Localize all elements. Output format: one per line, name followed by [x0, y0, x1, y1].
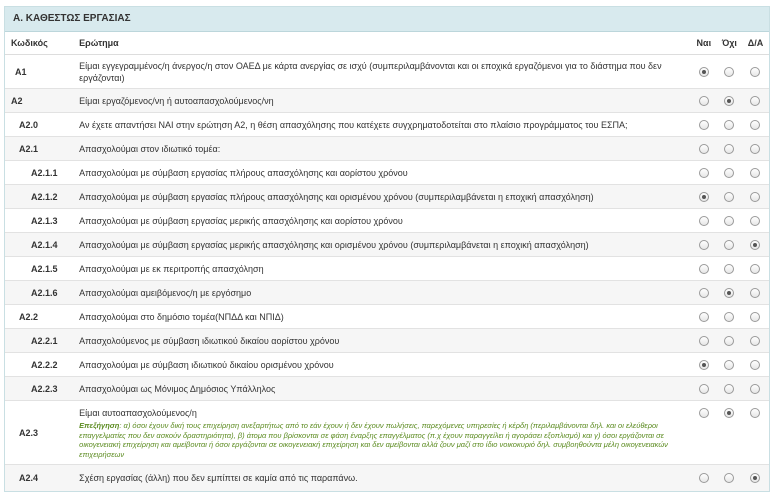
explanation-label: Επεξήγηση [79, 421, 120, 430]
question-cell [73, 233, 691, 257]
table-row [5, 305, 769, 329]
question-cell [73, 113, 691, 137]
question-cell [73, 305, 691, 329]
radio-yes[interactable] [699, 264, 709, 274]
radio-no[interactable] [724, 312, 734, 322]
radio-na[interactable] [750, 312, 760, 322]
question-cell [73, 209, 691, 233]
question-cell [73, 329, 691, 353]
question-cell [73, 55, 691, 89]
option-cell-na [742, 89, 769, 113]
radio-yes[interactable] [699, 120, 709, 130]
question-text: Απασχολούμαι με σύμβαση εργασίας μερικής απασχόλησης και αορίστου χρόνου [79, 215, 403, 226]
radio-yes[interactable] [699, 240, 709, 250]
option-cell-na [742, 185, 769, 209]
radio-na[interactable] [750, 336, 760, 346]
table-header-row [5, 32, 769, 55]
option-cell-na [742, 353, 769, 377]
radio-yes[interactable] [699, 216, 709, 226]
option-cell-na [742, 233, 769, 257]
option-cell-no [717, 377, 742, 401]
table-row [5, 401, 769, 465]
radio-na[interactable] [750, 144, 760, 154]
question-text: Απασχολούμαι με σύμβαση εργασίας πλήρους απασχόλησης και ορισμένου χρόνου (συμπεριλαμβάνεται η εποχική απασχόληση) [79, 191, 594, 202]
question-text: Απασχολούμαι με σύμβαση ιδιωτικού δικαίου ορισμένου χρόνου [79, 359, 334, 370]
question-code: A2.1 [5, 137, 73, 161]
question-code: A2.4 [5, 465, 73, 491]
question-code: A2.2.1 [5, 329, 73, 353]
table-row [5, 377, 769, 401]
question-text: Απασχολούμαι με σύμβαση εργασίας μερικής απασχόλησης και ορισμένου χρόνου (συμπεριλαμβάνεται η εποχική απασχόληση) [79, 239, 589, 250]
question-code: A2.2.3 [5, 377, 73, 401]
table-row [5, 465, 769, 491]
question-cell [73, 281, 691, 305]
col-code: Κωδικός [5, 32, 73, 55]
question-code: A2.1.2 [5, 185, 73, 209]
question-text: Σχέση εργασίας (άλλη) που δεν εμπίπτει σε καμία από τις παραπάνω. [79, 472, 358, 483]
option-cell-yes [691, 209, 717, 233]
question-text: Είμαι αυτοαπασχολούμενος/η [79, 408, 197, 418]
question-code: A2.1.3 [5, 209, 73, 233]
option-cell-na [742, 55, 769, 89]
question-text: Απασχολούμαι ως Μόνιμος Δημόσιος Υπάλληλος [79, 383, 276, 394]
table-row [5, 281, 769, 305]
section-title: Α. ΚΑΘΕΣΤΩΣ ΕΡΓΑΣΙΑΣ [5, 7, 769, 32]
radio-yes[interactable] [699, 360, 709, 370]
option-cell-no [717, 161, 742, 185]
option-cell-no [717, 465, 742, 491]
option-cell-yes [691, 281, 717, 305]
table-row [5, 137, 769, 161]
table-row [5, 89, 769, 113]
explanation-note [79, 421, 685, 459]
radio-na[interactable] [750, 240, 760, 250]
radio-na[interactable] [750, 288, 760, 298]
question-cell [73, 401, 691, 465]
option-cell-no [717, 209, 742, 233]
radio-na[interactable] [750, 120, 760, 130]
option-cell-yes [691, 377, 717, 401]
radio-yes[interactable] [699, 473, 709, 483]
radio-yes[interactable] [699, 192, 709, 202]
question-code: A2.1.4 [5, 233, 73, 257]
table-row [5, 209, 769, 233]
option-cell-no [717, 89, 742, 113]
option-cell-yes [691, 233, 717, 257]
option-cell-yes [691, 465, 717, 491]
option-cell-no [717, 305, 742, 329]
question-text: Απασχολούμαι στο δημόσιο τομέα(ΝΠΔΔ και ΝΠΙΔ) [79, 311, 284, 322]
table-row [5, 55, 769, 89]
radio-na[interactable] [750, 384, 760, 394]
option-cell-na [742, 113, 769, 137]
table-row [5, 257, 769, 281]
question-cell [73, 161, 691, 185]
table-row [5, 329, 769, 353]
question-text: Απασχολούμαι στον ιδιωτικό τομέα: [79, 143, 221, 154]
option-cell-na [742, 329, 769, 353]
work-status-panel [4, 6, 770, 492]
option-cell-no [717, 233, 742, 257]
table-row [5, 161, 769, 185]
question-cell [73, 353, 691, 377]
option-cell-yes [691, 353, 717, 377]
radio-no[interactable] [724, 264, 734, 274]
radio-na[interactable] [750, 473, 760, 483]
question-cell [73, 185, 691, 209]
radio-na[interactable] [750, 408, 760, 418]
question-code: A2.1.5 [5, 257, 73, 281]
radio-no[interactable] [724, 192, 734, 202]
radio-yes[interactable] [699, 312, 709, 322]
radio-no[interactable] [724, 168, 734, 178]
col-yes: Ναι [691, 32, 717, 55]
option-cell-na [742, 209, 769, 233]
table-row [5, 185, 769, 209]
option-cell-yes [691, 257, 717, 281]
radio-no[interactable] [724, 473, 734, 483]
option-cell-yes [691, 185, 717, 209]
question-code: A2.1.1 [5, 161, 73, 185]
table-row [5, 353, 769, 377]
question-code: A1 [5, 55, 73, 89]
question-code: A2.1.6 [5, 281, 73, 305]
option-cell-na [742, 377, 769, 401]
radio-no[interactable] [724, 120, 734, 130]
radio-yes[interactable] [699, 168, 709, 178]
option-cell-no [717, 185, 742, 209]
explanation-text: : α) όσοι έχουν δική τους επιχείρηση ανεξαρτήτως από το εάν έχουν ή δεν έχουν πωλήσεις, παρεχόμενες υπηρεσίες ή κέρδη (περιλαμβάνονται δηλ. και οι ελεύθεροι επαγγελματίες που δεν ασκούν δραστηριότητα), β) άτομα που βρίσκονται σε φάση έναρξης επαγγέλματος (π.χ έχουν παραγγείλει ή αγοράσει εξοπλισμό) και γ) όσοι εργάζονται σε οικογενειακή επιχείρηση και αμείβονται ή όσοι εργάζονται σε οικογενειακή επιχείρηση και δεν αμείβονται αλλά ζουν μαζί στο ίδιο νοικοκυριό δηλ. συμβοηθούντα μέλη οικογενειακών επιχειρήσεων [79, 421, 668, 459]
option-cell-no [717, 281, 742, 305]
option-cell-yes [691, 55, 717, 89]
radio-na[interactable] [750, 264, 760, 274]
radio-yes[interactable] [699, 67, 709, 77]
radio-no[interactable] [724, 408, 734, 418]
radio-no[interactable] [724, 144, 734, 154]
question-cell [73, 137, 691, 161]
option-cell-no [717, 113, 742, 137]
option-cell-yes [691, 113, 717, 137]
option-cell-na [742, 137, 769, 161]
option-cell-na [742, 281, 769, 305]
radio-no[interactable] [724, 216, 734, 226]
question-text: Είμαι εγγεγραμμένος/η άνεργος/η στον ΟΑΕΔ με κάρτα ανεργίας σε ισχύ (συμπεριλαμβάνονται και οι εποχικά εργαζόμενοι για το διάστημα που δεν εργάζονται) [79, 60, 662, 83]
question-cell [73, 89, 691, 113]
option-cell-na [742, 305, 769, 329]
question-code: A2.2 [5, 305, 73, 329]
radio-yes[interactable] [699, 144, 709, 154]
question-text: Απασχολούμαι με σύμβαση εργασίας πλήρους απασχόλησης και αορίστου χρόνου [79, 167, 408, 178]
option-cell-yes [691, 401, 717, 465]
option-cell-no [717, 329, 742, 353]
radio-no[interactable] [724, 360, 734, 370]
radio-no[interactable] [724, 240, 734, 250]
table-row [5, 113, 769, 137]
radio-yes[interactable] [699, 96, 709, 106]
radio-no[interactable] [724, 336, 734, 346]
question-text: Απασχολούμαι αμειβόμενος/η με εργόσημο [79, 287, 252, 298]
radio-no[interactable] [724, 67, 734, 77]
question-text: Απασχολούμαι με εκ περιτροπής απασχόληση [79, 263, 264, 274]
option-cell-no [717, 257, 742, 281]
option-cell-na [742, 401, 769, 465]
question-text: Απασχολούμενος με σύμβαση ιδιωτικού δικαίου αορίστου χρόνου [79, 335, 340, 346]
option-cell-no [717, 137, 742, 161]
question-code: A2.2.2 [5, 353, 73, 377]
question-cell [73, 377, 691, 401]
question-text: Αν έχετε απαντήσει ΝΑΙ στην ερώτηση Α2, η θέση απασχόλησης που κατέχετε συγχρηματοδοτείται στο πλαίσιο προγράμματος του ΕΣΠΑ; [79, 119, 628, 130]
radio-na[interactable] [750, 360, 760, 370]
radio-yes[interactable] [699, 408, 709, 418]
radio-na[interactable] [750, 67, 760, 77]
option-cell-yes [691, 329, 717, 353]
option-cell-na [742, 257, 769, 281]
radio-yes[interactable] [699, 336, 709, 346]
radio-no[interactable] [724, 96, 734, 106]
option-cell-no [717, 353, 742, 377]
option-cell-yes [691, 137, 717, 161]
option-cell-no [717, 401, 742, 465]
radio-na[interactable] [750, 216, 760, 226]
radio-no[interactable] [724, 288, 734, 298]
option-cell-yes [691, 161, 717, 185]
col-na: Δ/Α [742, 32, 769, 55]
radio-yes[interactable] [699, 384, 709, 394]
question-code: A2 [5, 89, 73, 113]
option-cell-yes [691, 89, 717, 113]
option-cell-na [742, 161, 769, 185]
question-cell [73, 257, 691, 281]
col-no: Όχι [717, 32, 742, 55]
radio-na[interactable] [750, 192, 760, 202]
option-cell-na [742, 465, 769, 491]
col-question: Ερώτημα [73, 32, 691, 55]
radio-na[interactable] [750, 96, 760, 106]
question-cell [73, 465, 691, 491]
question-code: A2.0 [5, 113, 73, 137]
question-text: Είμαι εργαζόμενος/νη ή αυτοαπασχολούμενος/νη [79, 95, 274, 106]
radio-no[interactable] [724, 384, 734, 394]
table-row [5, 233, 769, 257]
radio-yes[interactable] [699, 288, 709, 298]
radio-na[interactable] [750, 168, 760, 178]
option-cell-yes [691, 305, 717, 329]
questions-table [5, 32, 769, 491]
question-code: A2.3 [5, 401, 73, 465]
option-cell-no [717, 55, 742, 89]
